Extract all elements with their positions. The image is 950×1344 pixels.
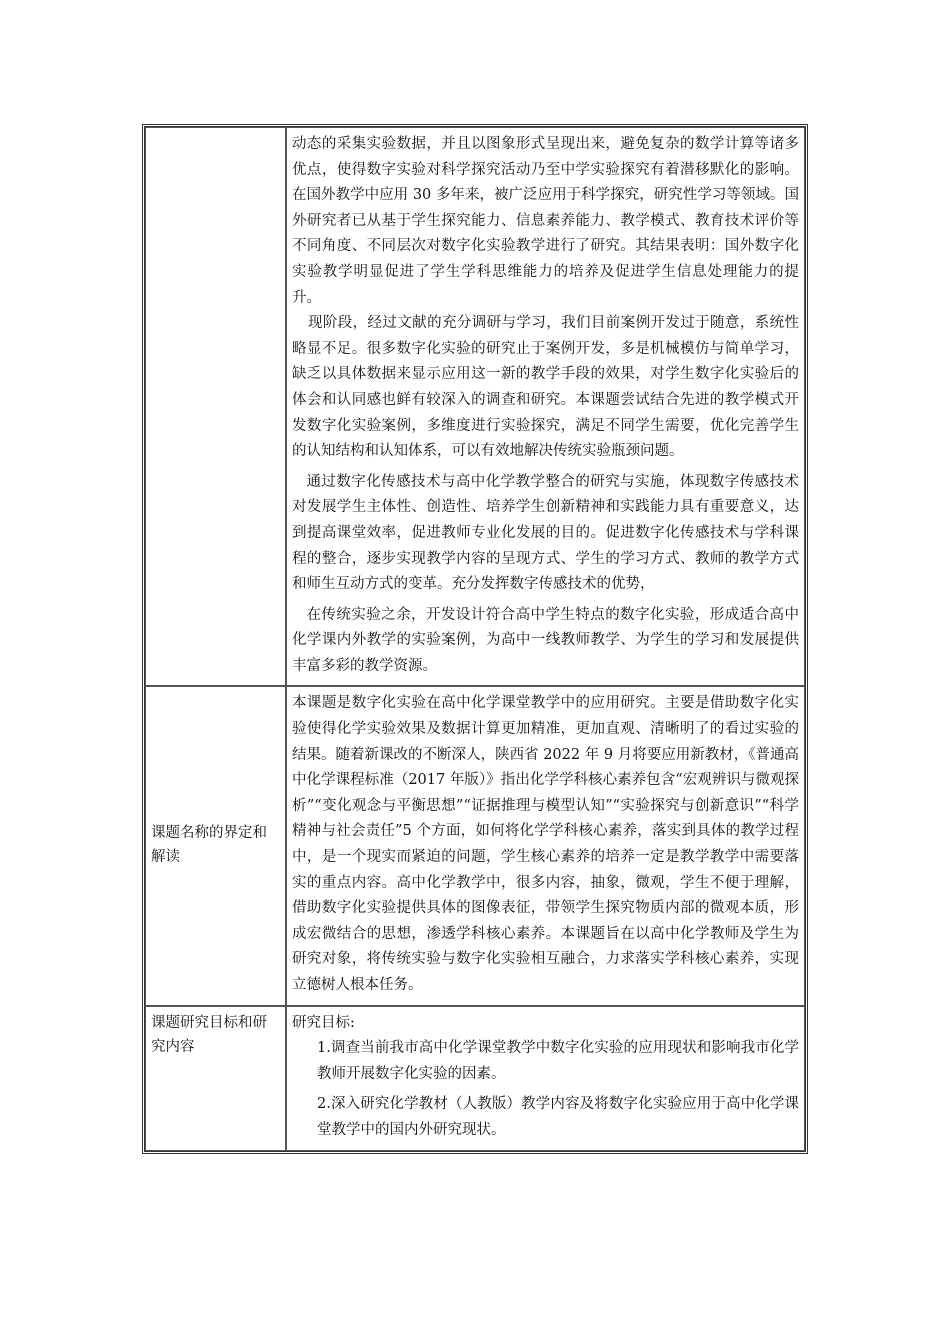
application-form-table — [142, 124, 808, 1154]
objective-item-1: 1.调查当前我市高中化学课堂教学中数字化实验的应用现状和影响我市化学教师开展数字化实验的因素。 — [317, 1040, 799, 1082]
paragraph-foreign-research: 动态的采集实验数据，并且以图象形式呈现出来，避免复杂的数学计算等诸多优点，使得数字实验对科学探究活动乃至中学实验探究有着潜移默化的影响。在国外教学中应用 30 多年来，被广泛应用于科学探究，研究性学习等领域。国外研究者已从基于学生探究能力、信息素养能力、教学模式、教育技术评价等不同角度、不同层次对数字化实验教学进行了研究。其结果表明：国外数字化实验教学明显促进了学生学科思维能力的培养及促进学生信息处理能力的提升。 — [292, 136, 799, 306]
definition-content-cell — [286, 686, 805, 1005]
table-row — [145, 1006, 805, 1151]
row-label-empty — [145, 127, 286, 686]
row-label-objectives: 课题研究目标和研究内容 — [145, 1006, 286, 1151]
table-row — [145, 686, 805, 1005]
paragraph-integration: 通过数字化传感技术与高中化学教学整合的研究与实施，体现数字传感技术对发展学生主体性、创造性、培养学生创新精神和实践能力具有重要意义，达到提高课堂效率，促进教师专业化发展的目的。促进数字化传感技术与学科课程的整合，逐步实现教学内容的呈现方式、学生的学习方式、教师的教学方式和师生互动方式的变革。充分发挥数字传感技术的优势， — [292, 473, 799, 593]
row-label-definition: 课题名称的界定和解读 — [145, 686, 286, 1005]
paragraph-resources: 在传统实验之余，开发设计符合高中学生特点的数字化实验，形成适合高中化学课内外教学的实验案例，为高中一线教师教学、为学生的学习和发展提供丰富多彩的教学资源。 — [292, 606, 799, 674]
objective-item-2: 2.深入研究化学教材（人教版）教学内容及将数字化实验应用于高中化学课堂教学中的国内外研究现状。 — [317, 1096, 799, 1138]
objectives-heading: 研究目标: — [292, 1014, 355, 1031]
objectives-content-cell — [286, 1006, 805, 1151]
paragraph-definition: 本课题是数字化实验在高中化学课堂教学中的应用研究。主要是借助数字化实验使得化学实验效果及数据计算更加精准，更加直观、清晰明了的看过实验的结果。随着新课改的不断深人，陕西省 2022 年 9 月将要应用新教材，《普通高中化学课程标准（2017 年版）》指出化学学科核心素养包含“宏观辨识与微观探析”“变化观念与平衡思想”“证据推理与模型认知”“实验探究与创新意识”“科学精神与社会责任”5 个方面，如何将化学学科核心素养，落实到具体的教学过程中，是一个现实而紧迫的问题，学生核心素养的培养一定是教学教学中需要落实的重点内容。高中化学教学中，很多内容，抽象，微观，学生不便于理解，借助数字化实验提供具体的图像表征，带领学生探究物质内部的微观本质，形成宏微结合的思想，渗透学科核心素养。本课题旨在以高中化学教师及学生为研究对象，将传统实验与数字化实验相互融合，力求落实学科核心素养，实现立德树人根本任务。 — [292, 695, 799, 993]
paragraph-current-stage: 现阶段，经过文献的充分调研与学习，我们目前案例开发过于随意，系统性略显不足。很多数字化实验的研究止于案例开发，多是机械模仿与简单学习，缺乏以具体数据来显示应用这一新的教学手段的效果，对学生数字化实验后的体会和认同感也鲜有较深入的调查和研究。本课题尝试结合先进的教学模式开发数字化实验案例，多维度进行实验探究，满足不同学生需要，优化完善学生的认知结构和认知体系，可以有效地解决传统实验瓶颈问题。 — [292, 315, 799, 460]
background-content-cell — [286, 127, 805, 686]
table-row — [145, 127, 805, 686]
